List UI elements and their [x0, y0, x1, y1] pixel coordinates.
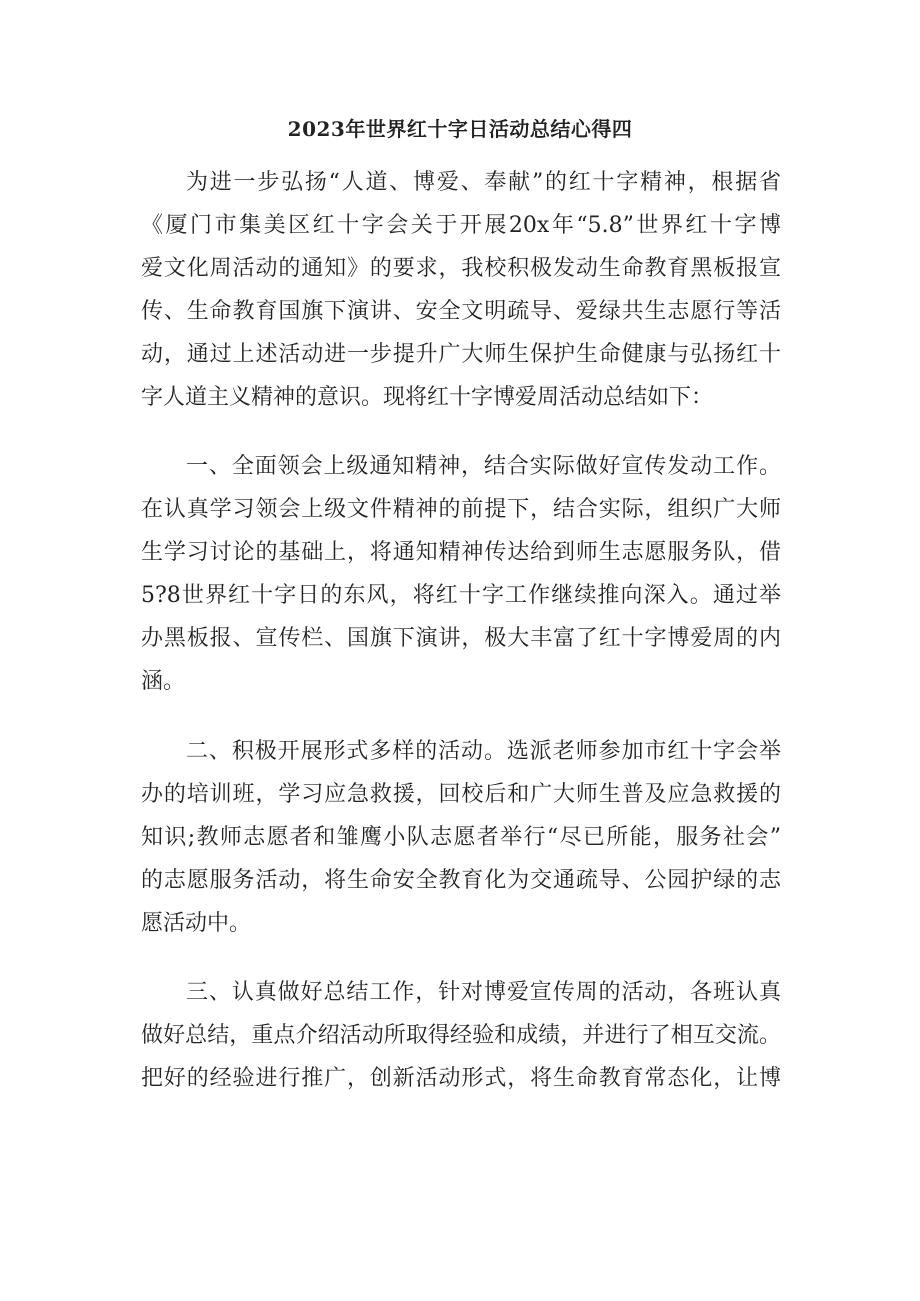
paragraph-line: 三、认真做好总结工作，针对博爱宣传周的活动，各班认真	[186, 980, 781, 1005]
paragraph-line: 爱文化周活动的通知》的要求，我校积极发动生命教育黑板报宣	[141, 256, 781, 281]
paragraph-line: 知识;教师志愿者和雏鹰小队志愿者举行“尽已所能，服务社会”	[141, 825, 781, 850]
paragraph-line: 做好总结，重点介绍活动所取得经验和成绩，并进行了相互交流。	[141, 1023, 781, 1048]
paragraph-line: 一、全面领会上级通知精神，结合实际做好宣传发动工作。	[186, 454, 781, 479]
paragraph-line: 在认真学习领会上级文件精神的前提下，结合实际，组织广大师	[141, 497, 781, 522]
paragraph-line: 把好的经验进行推广，创新活动形式，将生命教育常态化，让博	[141, 1066, 781, 1091]
document-title: 2023年世界红十字日活动总结心得四	[287, 117, 633, 141]
paragraph-line: 《厦门市集美区红十字会关于开展20x年“5.8”世界红十字博	[141, 213, 781, 238]
paragraph-line: 5?8世界红十字日的东风，将红十字工作继续推向深入。通过举	[141, 583, 781, 608]
paragraph-line: 办的培训班，学习应急救援，回校后和广大师生普及应急救援的	[141, 782, 781, 807]
paragraph-line: 愿活动中。	[141, 911, 252, 936]
paragraph-line: 生学习讨论的基础上，将通知精神传达给到师生志愿服务队，借	[141, 540, 781, 565]
paragraph-line: 为进一步弘扬“人道、博爱、奉献”的红十字精神，根据省	[186, 170, 781, 195]
paragraph-line: 二、积极开展形式多样的活动。选派老师参加市红十字会举	[186, 739, 781, 764]
paragraph-line: 的志愿服务活动，将生命安全教育化为交通疏导、公园护绿的志	[141, 868, 781, 893]
paragraph-line: 字人道主义精神的意识。现将红十字博爱周活动总结如下：	[141, 385, 714, 410]
paragraph-line: 动，通过上述活动进一步提升广大师生保护生命健康与弘扬红十	[141, 342, 781, 367]
paragraph-line: 传、生命教育国旗下演讲、安全文明疏导、爱绿共生志愿行等活	[141, 299, 781, 324]
paragraph-line: 涵。	[141, 669, 186, 694]
paragraph-line: 办黑板报、宣传栏、国旗下演讲，极大丰富了红十字博爱周的内	[141, 626, 781, 651]
